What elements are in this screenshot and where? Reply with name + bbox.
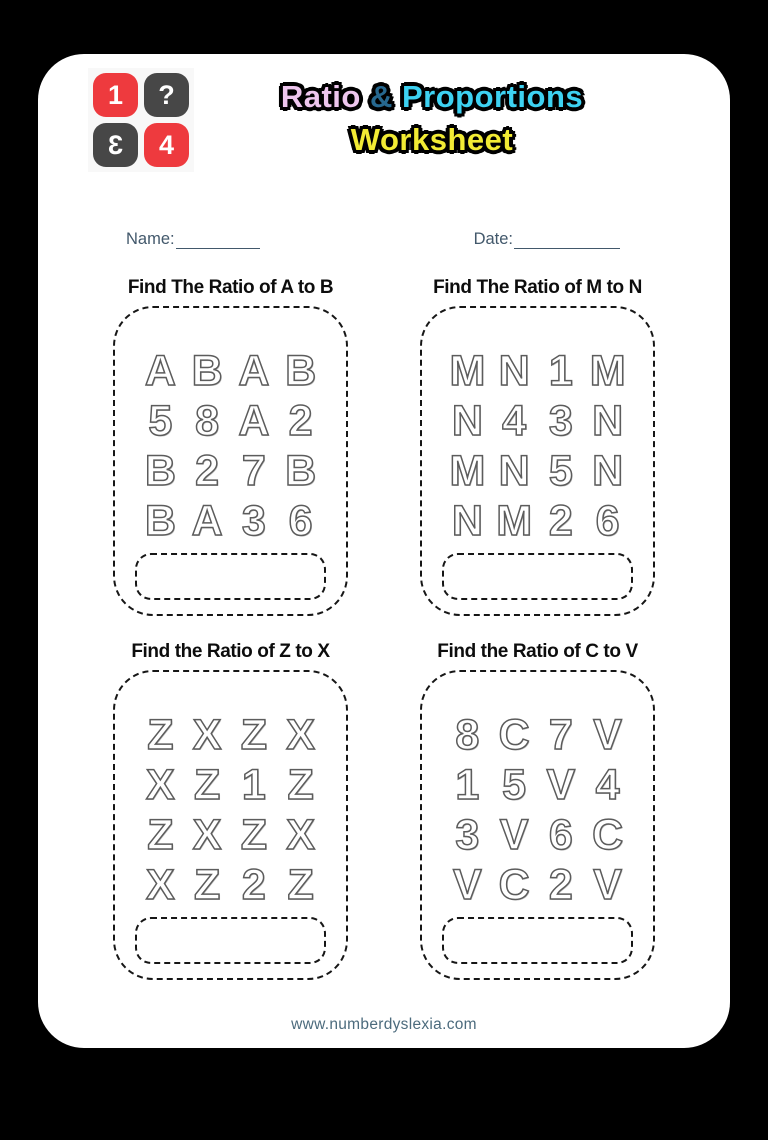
date-blank-line xyxy=(514,234,620,249)
section-ratio-m-to-n xyxy=(420,277,655,616)
letter-grid xyxy=(115,710,346,910)
name-label: Name: xyxy=(126,230,175,248)
grid-letter: X xyxy=(146,760,175,809)
grid-letter: 6 xyxy=(548,810,573,859)
grid-letter: N xyxy=(498,446,530,495)
section-title: Find The Ratio of A to B xyxy=(127,277,334,298)
letter-grid xyxy=(422,346,653,546)
date-field xyxy=(474,230,620,249)
meta-row xyxy=(38,230,730,249)
grid-letter: 3 xyxy=(241,496,266,545)
answer-slot xyxy=(135,917,326,964)
grid-letter: C xyxy=(498,710,530,759)
title-word-worksheet: Worksheet xyxy=(350,121,514,157)
grid-letter: V xyxy=(593,860,622,909)
grid-letter: V xyxy=(593,710,622,759)
grid-letter: 5 xyxy=(148,396,173,445)
grid-letter: Z xyxy=(240,810,268,859)
grid-letter: Z xyxy=(147,810,174,859)
grid-letter: 5 xyxy=(502,760,527,809)
section-title: Find the Ratio of C to V xyxy=(437,641,638,662)
section-ratio-a-to-b xyxy=(113,277,348,616)
title-word-proportions: Proportions xyxy=(401,79,584,114)
grid-letter: C xyxy=(592,810,624,859)
grid-letter: A xyxy=(238,346,270,395)
grid-letter: M xyxy=(496,496,533,545)
sections-grid xyxy=(38,277,730,980)
letter-box xyxy=(420,670,655,980)
grid-letter: M xyxy=(449,346,486,395)
grid-letter: 8 xyxy=(195,396,220,445)
logo-tile-mirrored-3-icon: 3 xyxy=(93,123,138,167)
logo-tile-1-icon: 1 xyxy=(93,73,138,117)
grid-letter: 4 xyxy=(502,396,527,445)
grid-letter: 2 xyxy=(195,446,220,495)
grid-letter: X xyxy=(146,860,175,909)
grid-letter: X xyxy=(286,810,315,859)
grid-letter: 2 xyxy=(288,396,313,445)
letter-box xyxy=(113,306,348,616)
section-ratio-c-to-v xyxy=(420,641,655,980)
header xyxy=(38,54,730,172)
grid-letter: X xyxy=(192,710,222,759)
answer-slot xyxy=(135,553,326,600)
grid-letter: 2 xyxy=(241,860,266,909)
grid-letter: A xyxy=(191,496,223,545)
title-word-ratio: Ratio xyxy=(280,79,361,114)
title-line-1 xyxy=(202,76,662,119)
grid-letter: Z xyxy=(240,710,268,759)
grid-letter: C xyxy=(498,860,530,909)
grid-letter: 7 xyxy=(241,446,266,495)
section-title: Find the Ratio of Z to X xyxy=(131,641,330,662)
title-line-2 xyxy=(202,119,662,162)
grid-letter: 6 xyxy=(595,496,620,545)
grid-letter: Z xyxy=(287,860,314,909)
grid-letter: V xyxy=(453,860,482,909)
title-ampersand: & xyxy=(369,79,393,114)
logo-tile-question-icon: ? xyxy=(144,73,189,117)
name-blank-line xyxy=(176,234,260,249)
letter-grid xyxy=(422,710,653,910)
grid-letter: V xyxy=(499,810,529,859)
grid-letter: A xyxy=(144,346,176,395)
grid-letter: 2 xyxy=(548,496,573,545)
footer-url: www.numberdyslexia.com xyxy=(291,1016,477,1033)
answer-slot xyxy=(442,553,633,600)
grid-letter: 6 xyxy=(288,496,313,545)
page-title xyxy=(194,68,686,162)
grid-letter: 3 xyxy=(548,396,573,445)
date-label: Date: xyxy=(473,230,513,248)
grid-letter: N xyxy=(451,496,483,545)
section-ratio-z-to-x xyxy=(113,641,348,980)
grid-letter: 2 xyxy=(548,860,573,909)
grid-letter: 3 xyxy=(455,810,480,859)
grid-letter: 1 xyxy=(548,346,573,395)
grid-letter: Z xyxy=(193,760,221,809)
grid-letter: B xyxy=(144,496,176,545)
grid-letter: M xyxy=(589,346,626,395)
answer-slot xyxy=(442,917,633,964)
grid-letter: Z xyxy=(147,710,174,759)
grid-letter: 5 xyxy=(548,446,573,495)
worksheet-card xyxy=(38,54,730,1048)
letter-box xyxy=(420,306,655,616)
grid-letter: B xyxy=(191,346,223,395)
section-title: Find The Ratio of M to N xyxy=(433,277,642,298)
grid-letter: N xyxy=(592,446,624,495)
grid-letter: 1 xyxy=(241,760,266,809)
grid-letter: V xyxy=(546,760,576,809)
letter-grid xyxy=(115,346,346,546)
name-field xyxy=(126,230,260,249)
grid-letter: N xyxy=(592,396,624,445)
grid-letter: 4 xyxy=(595,760,620,809)
grid-letter: B xyxy=(285,346,317,395)
numberdyslexia-logo xyxy=(88,68,194,172)
grid-letter: Z xyxy=(287,760,314,809)
grid-letter: N xyxy=(498,346,530,395)
grid-letter: Z xyxy=(193,860,221,909)
logo-tile-4-icon: 4 xyxy=(144,123,189,167)
grid-letter: 8 xyxy=(455,710,480,759)
grid-letter: X xyxy=(286,710,315,759)
grid-letter: B xyxy=(144,446,176,495)
grid-letter: B xyxy=(285,446,317,495)
grid-letter: 7 xyxy=(548,710,573,759)
grid-letter: N xyxy=(451,396,483,445)
grid-letter: X xyxy=(192,810,222,859)
grid-letter: M xyxy=(449,446,486,495)
letter-box xyxy=(113,670,348,980)
grid-letter: 1 xyxy=(455,760,480,809)
grid-letter: A xyxy=(238,396,270,445)
